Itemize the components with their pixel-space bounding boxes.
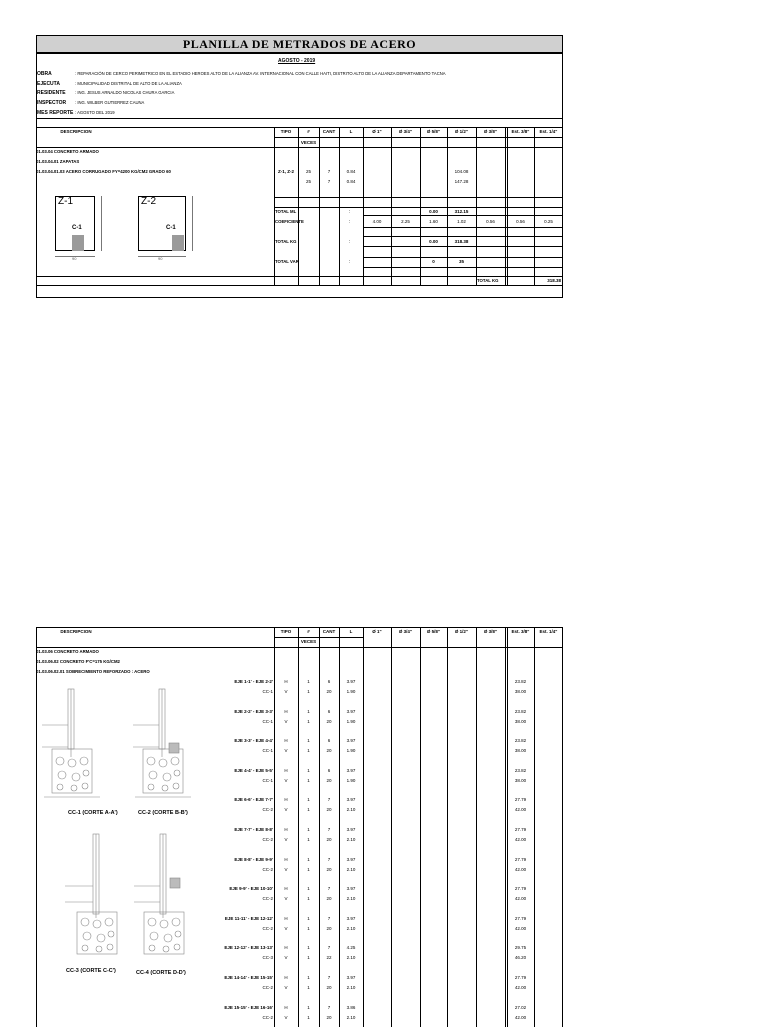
row-e: 42.00 — [514, 1015, 527, 1020]
row-v: 1 — [307, 738, 310, 743]
row-v: 1 — [307, 768, 310, 773]
section-code: 01.03.06.02 CONCRETO F'C=175 KG/CM2 — [36, 659, 120, 664]
colon: : — [349, 259, 351, 265]
row-t: V — [284, 1015, 288, 1020]
row-t: V — [284, 807, 288, 812]
total-kg-d12: 318.38 — [454, 239, 469, 244]
dim-label: 90 — [158, 256, 163, 261]
row-e: 42.00 — [514, 985, 527, 990]
row-e: 46.20 — [514, 955, 527, 960]
row-l: 3.97 — [346, 738, 356, 743]
row-l: 3.97 — [346, 797, 356, 802]
row-l: 3.97 — [346, 709, 356, 714]
row-e: 38.00 — [514, 719, 527, 724]
header-d38: Ø 3/8" — [483, 129, 498, 134]
row-e: 38.00 — [514, 748, 527, 753]
row-l: 2.10 — [346, 807, 356, 812]
row-v: 1 — [307, 679, 310, 684]
grand-total-label: TOTAL KG — [477, 278, 499, 283]
row-v: 1 — [307, 1005, 310, 1010]
total-kg-label: TOTAL KG — [275, 239, 297, 244]
row-c: 20 — [326, 719, 332, 724]
row-c: 20 — [326, 689, 332, 694]
axis-label: EJE 7-7' - EJE 8-8' — [234, 827, 273, 832]
section-ref: CC-1 — [262, 778, 273, 783]
axis-label: EJE 3-3' - EJE 4-4' — [234, 738, 273, 743]
total-var-label: TOTAL VAR — [275, 259, 299, 264]
header-d34: Ø 3/4" — [398, 629, 413, 634]
header-d58: Ø 5/8" — [426, 129, 441, 134]
row-t: V — [284, 748, 288, 753]
row-t: H — [284, 709, 288, 714]
row-e: 23.82 — [514, 679, 527, 684]
grand-total-value: 318.38 — [547, 278, 561, 283]
coef-d58: 1.60 — [429, 219, 438, 224]
report-period: AGOSTO - 2019 — [278, 58, 316, 64]
axis-label: EJE 12-12' - EJE 13-13' — [224, 945, 273, 950]
row-e: 23.82 — [514, 709, 527, 714]
row-v: 1 — [307, 975, 310, 980]
header-e38: Est. 3/8" — [511, 629, 530, 634]
section-ref: CC-2 — [262, 837, 273, 842]
row-l: 2.10 — [346, 867, 356, 872]
row-t: V — [284, 867, 288, 872]
row-v: 1 — [307, 857, 310, 862]
row-v: 1 — [307, 886, 310, 891]
coef-e38: 0.56 — [516, 219, 525, 224]
footing-label: Z-2 — [141, 196, 156, 207]
header-veces: VECES — [300, 639, 317, 644]
axis-label: EJE 14-14' - EJE 15-15' — [224, 975, 273, 980]
row-cant: 7 — [327, 179, 331, 184]
row-l: 2.10 — [346, 955, 356, 960]
header-e14: Est. 1/4" — [539, 629, 558, 634]
row-v: 1 — [307, 837, 310, 842]
row-l: 2.10 — [346, 926, 356, 931]
info-label: RESIDENTE — [37, 90, 66, 96]
row-v: 1 — [307, 807, 310, 812]
row-t: H — [284, 857, 288, 862]
row-l: 1.90 — [346, 778, 356, 783]
row-e: 42.00 — [514, 926, 527, 931]
info-value: : REPARACIÓN DE CERCO PERIMETRICO EN EL ESTADIO HEROES ALTO DE LA ALIANZA AV. INTERNACIONAL CON CALLE HAITI, DISTRITO ALTO DE LA ALIANZA DEPARTAMENTO TACNA — [75, 71, 446, 76]
row-c: 6 — [327, 709, 331, 714]
row-l: 2.10 — [346, 837, 356, 842]
row-v: 1 — [307, 985, 310, 990]
row-e: 27.79 — [514, 886, 527, 891]
colon: : — [349, 209, 351, 215]
row-t: H — [284, 768, 288, 773]
row-e: 42.00 — [514, 867, 527, 872]
cc1-drawing — [40, 685, 120, 805]
row-d12: 147.28 — [454, 179, 469, 184]
row-l: 3.97 — [346, 857, 356, 862]
row-t: V — [284, 837, 288, 842]
total-var-d12: 35 — [458, 259, 464, 264]
row-e: 27.79 — [514, 857, 527, 862]
row-veces: 25 — [305, 169, 311, 174]
row-c: 7 — [327, 1005, 331, 1010]
row-c: 20 — [326, 985, 332, 990]
info-label: EJECUTA — [37, 81, 60, 87]
row-v: 1 — [307, 709, 310, 714]
row-t: V — [284, 778, 288, 783]
row-l: 0.84 — [346, 179, 356, 184]
row-c: 7 — [327, 916, 331, 921]
section-ref: CC-1 — [262, 689, 273, 694]
section-code: 01.03.04 CONCRETO ARMADO — [36, 149, 99, 154]
row-t: H — [284, 975, 288, 980]
row-t: H — [284, 827, 288, 832]
row-e: 27.79 — [514, 975, 527, 980]
row-c: 20 — [326, 778, 332, 783]
row-e: 38.00 — [514, 689, 527, 694]
row-l: 4.25 — [346, 945, 356, 950]
row-t: V — [284, 689, 288, 694]
info-value: : ING. JESUS ARNALDO NICOLAS CHURA GARCIA — [75, 90, 175, 95]
row-c: 20 — [326, 807, 332, 812]
row-l: 3.86 — [346, 1005, 356, 1010]
row-v: 1 — [307, 1015, 310, 1020]
section-ref: CC-1 — [262, 719, 273, 724]
row-l: 3.97 — [346, 679, 356, 684]
row-l: 1.90 — [346, 719, 356, 724]
info-value: : MUNICIPALIDAD DISTRITAL DE ALTO DE LA ALIANZA — [75, 81, 182, 86]
row-d12: 104.08 — [454, 169, 469, 174]
header-tipo: TIPO — [280, 629, 292, 634]
header-d12: Ø 1/2" — [454, 129, 469, 134]
row-t: H — [284, 797, 288, 802]
axis-label: EJE 15-15' - EJE 16-16' — [224, 1005, 273, 1010]
row-c: 7 — [327, 975, 331, 980]
header-cant: CANT — [322, 629, 336, 634]
row-t: H — [284, 886, 288, 891]
cc3-drawing — [55, 830, 135, 960]
row-v: 1 — [307, 689, 310, 694]
info-label: OBRA — [37, 71, 52, 77]
row-l: 3.97 — [346, 768, 356, 773]
row-e: 23.82 — [514, 738, 527, 743]
total-ml-d12: 312.15 — [454, 209, 469, 214]
row-l: 1.90 — [346, 689, 356, 694]
row-e: 27.79 — [514, 797, 527, 802]
header-tipo: TIPO — [280, 129, 292, 134]
axis-label: EJE 8-8' - EJE 9-9' — [234, 857, 273, 862]
axis-label: EJE 6-6' - EJE 7-7' — [234, 797, 273, 802]
row-v: 1 — [307, 916, 310, 921]
header-d38: Ø 3/8" — [483, 629, 498, 634]
colon: : — [349, 219, 351, 225]
column-label: C-1 — [72, 225, 82, 231]
row-e: 38.00 — [514, 778, 527, 783]
section-code: 01.03.06 CONCRETO ARMADO — [36, 649, 99, 654]
row-t: V — [284, 955, 288, 960]
row-t: H — [284, 679, 288, 684]
info-label: INSPECTOR — [37, 100, 67, 106]
section-label: CC-1 (CORTE A-A') — [68, 810, 118, 816]
axis-label: EJE 9-9' - EJE 10-10' — [229, 886, 273, 891]
row-e: 27.79 — [514, 916, 527, 921]
header-e14: Est. 1/4" — [539, 129, 558, 134]
total-var-d58: 0 — [432, 259, 435, 264]
section-ref: CC-2 — [262, 985, 273, 990]
header-l: L — [349, 629, 353, 634]
coef-d12: 1.02 — [457, 219, 466, 224]
row-c: 22 — [326, 955, 332, 960]
row-c: 7 — [327, 797, 331, 802]
row-l: 0.84 — [346, 169, 356, 174]
row-c: 7 — [327, 857, 331, 862]
info-label: MES REPORTE — [37, 110, 74, 116]
row-v: 1 — [307, 955, 310, 960]
section-label: CC-4 (CORTE D-D') — [136, 970, 186, 976]
row-l: 2.10 — [346, 896, 356, 901]
row-e: 42.00 — [514, 807, 527, 812]
axis-label: EJE 4-4' - EJE 5-5' — [234, 768, 273, 773]
coef-d38: 0.56 — [486, 219, 495, 224]
header-e38: Est. 3/8" — [511, 129, 530, 134]
total-kg-d58: 0.00 — [429, 239, 438, 244]
row-v: 1 — [307, 945, 310, 950]
row-l: 1.90 — [346, 748, 356, 753]
header-d58: Ø 5/8" — [426, 629, 441, 634]
row-v: 1 — [307, 719, 310, 724]
coef-e14: 0.25 — [544, 219, 553, 224]
header-cant: CANT — [322, 129, 336, 134]
header-num: # — [307, 629, 310, 634]
row-e: 42.00 — [514, 896, 527, 901]
row-v: 1 — [307, 748, 310, 753]
footing-label: Z-1 — [58, 196, 73, 207]
row-v: 1 — [307, 797, 310, 802]
row-v: 1 — [307, 926, 310, 931]
header-veces: VECES — [300, 140, 317, 145]
row-l: 3.97 — [346, 975, 356, 980]
axis-label: EJE 11-11' - EJE 12-12' — [224, 916, 273, 921]
total-ml-label: TOTAL ML — [275, 209, 297, 214]
total-ml-d58: 0.00 — [429, 209, 438, 214]
row-v: 1 — [307, 867, 310, 872]
info-value: : AGOSTO DEL 2019 — [75, 110, 115, 115]
row-t: V — [284, 926, 288, 931]
dim-label: 90 — [72, 256, 77, 261]
row-veces: 25 — [305, 179, 311, 184]
coef-d1: 4.00 — [372, 219, 382, 224]
row-c: 7 — [327, 945, 331, 950]
info-value: : ING. WILBER GUTIERREZ CAUNA — [75, 100, 145, 105]
page-title: PLANILLA DE METRADOS DE ACERO — [36, 35, 563, 53]
row-v: 1 — [307, 827, 310, 832]
section-ref: CC-2 — [262, 1015, 273, 1020]
section-label: CC-3 (CORTE C-C') — [66, 968, 116, 974]
header-d34: Ø 3/4" — [398, 129, 413, 134]
colon: : — [349, 239, 351, 245]
header-d12: Ø 1/2" — [454, 629, 469, 634]
axis-label: EJE 1-1' - EJE 2-2' — [234, 679, 273, 684]
row-t: V — [284, 896, 288, 901]
row-c: 7 — [327, 886, 331, 891]
row-e: 29.75 — [514, 945, 527, 950]
section-ref: CC-2 — [262, 867, 273, 872]
row-t: H — [284, 738, 288, 743]
row-t: H — [284, 945, 288, 950]
row-t: H — [284, 1005, 288, 1010]
row-c: 20 — [326, 926, 332, 931]
coef-d34: 2.25 — [401, 219, 410, 224]
row-c: 6 — [327, 768, 331, 773]
header-descripcion: DESCRIPCION — [60, 129, 92, 134]
row-l: 3.97 — [346, 916, 356, 921]
row-e: 23.82 — [514, 768, 527, 773]
row-c: 20 — [326, 748, 332, 753]
row-c: 20 — [326, 1015, 332, 1020]
row-t: H — [284, 916, 288, 921]
section-label: CC-2 (CORTE B-B') — [138, 810, 188, 816]
coef-label: COEFICIENTE — [275, 219, 304, 224]
row-t: V — [284, 719, 288, 724]
row-e: 27.02 — [514, 1005, 527, 1010]
row-c: 20 — [326, 867, 332, 872]
row-t: V — [284, 985, 288, 990]
row-c: 6 — [327, 679, 331, 684]
section-ref: CC-1 — [262, 748, 273, 753]
header-num: # — [307, 129, 310, 134]
section-ref: CC-3 — [262, 955, 273, 960]
row-tipo: Z-1, Z-2 — [277, 169, 294, 174]
row-l: 3.97 — [346, 886, 356, 891]
header-l: L — [349, 129, 353, 134]
row-cant: 7 — [327, 169, 331, 174]
header-descripcion: DESCRIPCION — [60, 629, 92, 634]
row-v: 1 — [307, 896, 310, 901]
row-l: 2.10 — [346, 1015, 356, 1020]
row-l: 3.97 — [346, 827, 356, 832]
section-code: 01.03.04.01.03 ACERO CORRUGADO FY=4200 KG/CM2 GRADO 60 — [36, 169, 171, 174]
cc4-drawing — [130, 830, 210, 960]
row-c: 20 — [326, 896, 332, 901]
row-c: 7 — [327, 827, 331, 832]
row-l: 2.10 — [346, 985, 356, 990]
section-code: 01.03.04.01 ZAPATAS — [36, 159, 80, 164]
section-ref: CC-2 — [262, 896, 273, 901]
cc2-drawing — [125, 685, 205, 805]
axis-label: EJE 2-2' - EJE 3-3' — [234, 709, 273, 714]
row-v: 1 — [307, 778, 310, 783]
column-label: C-1 — [166, 225, 176, 231]
row-e: 42.00 — [514, 837, 527, 842]
row-c: 6 — [327, 738, 331, 743]
section-code: 01.03.06.02.01 SOBRECIMIENTO REFORZADO : ACERO — [36, 669, 150, 674]
section-ref: CC-2 — [262, 807, 273, 812]
row-e: 27.79 — [514, 827, 527, 832]
section-ref: CC-2 — [262, 926, 273, 931]
row-c: 20 — [326, 837, 332, 842]
header-d1: Ø 1" — [372, 629, 382, 634]
header-d1: Ø 1" — [372, 129, 382, 134]
